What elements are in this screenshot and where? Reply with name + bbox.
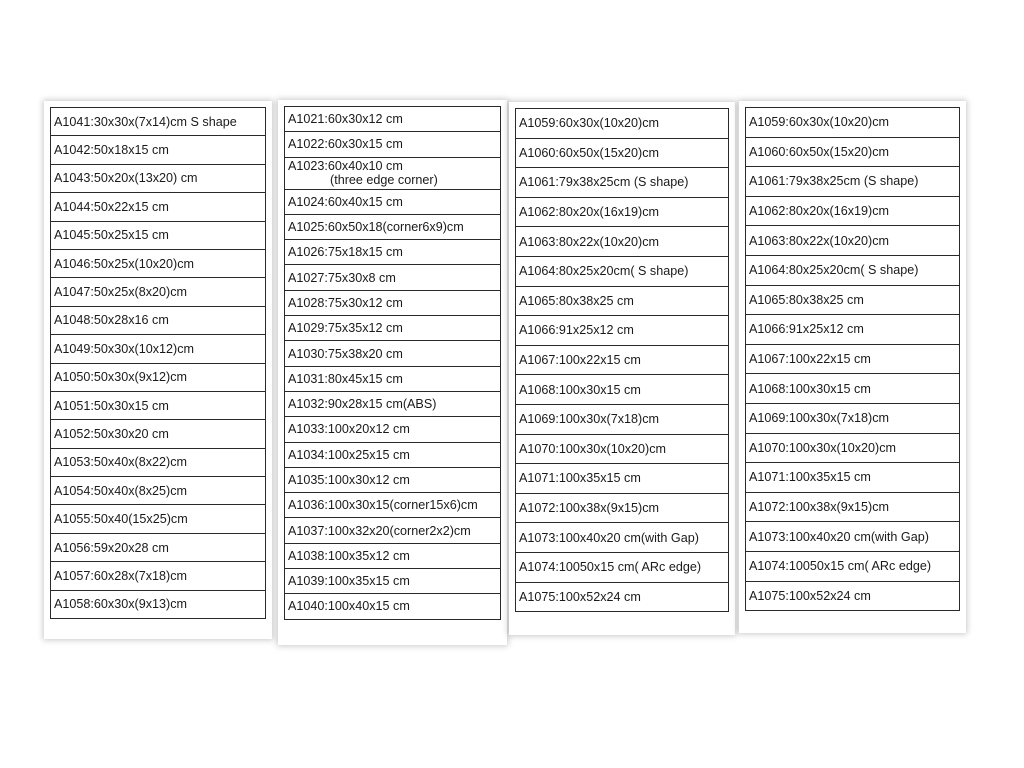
table-row xyxy=(746,137,960,167)
size-cell-text: A1067:100x22x15 cm xyxy=(519,353,641,368)
size-cell xyxy=(516,168,729,198)
table-row xyxy=(516,345,729,375)
table-row xyxy=(746,492,960,522)
size-cell-subline: (three edge corner) xyxy=(330,173,438,188)
table-row xyxy=(51,193,266,221)
size-cell xyxy=(516,523,729,553)
size-cell-text: A1023:60x40x10 cm xyxy=(288,159,403,174)
size-cell xyxy=(746,196,960,226)
size-cell-text: A1061:79x38x25cm (S shape) xyxy=(749,174,919,189)
size-cell-text: A1068:100x30x15 cm xyxy=(749,381,871,396)
table-row xyxy=(746,167,960,197)
size-cell xyxy=(746,226,960,256)
size-cell xyxy=(285,265,501,290)
size-cell xyxy=(746,315,960,345)
size-cell-text: A1073:100x40x20 cm(with Gap) xyxy=(519,530,699,545)
size-cell-text: A1065:80x38x25 cm xyxy=(749,292,864,307)
size-cell xyxy=(285,391,501,416)
table-row xyxy=(746,581,960,611)
size-cell xyxy=(51,335,266,363)
size-cell xyxy=(285,157,501,189)
size-cell-text: A1030:75x38x20 cm xyxy=(288,346,403,361)
table-row xyxy=(51,278,266,306)
size-cell-text: A1068:100x30x15 cm xyxy=(519,382,641,397)
size-cell-text: A1051:50x30x15 cm xyxy=(54,398,169,413)
table-row xyxy=(746,255,960,285)
size-cell xyxy=(746,581,960,611)
size-cell xyxy=(285,316,501,341)
size-cell-text: A1044:50x22x15 cm xyxy=(54,199,169,214)
table-row xyxy=(51,562,266,590)
table-row xyxy=(516,523,729,553)
size-cell-text: A1074:10050x15 cm( ARc edge) xyxy=(519,560,702,575)
table-row xyxy=(285,132,501,157)
size-cell-text: A1034:100x25x15 cm xyxy=(288,447,410,462)
table-row xyxy=(746,522,960,552)
table-row xyxy=(746,433,960,463)
table-row xyxy=(51,306,266,334)
size-cell xyxy=(516,227,729,257)
size-cell-text: A1021:60x30x12 cm xyxy=(288,112,403,127)
size-cell-text: A1043:50x20x(13x20) cm xyxy=(54,171,198,186)
size-cell-text: A1036:100x30x15(corner15x6)cm xyxy=(288,498,478,513)
size-cell xyxy=(746,137,960,167)
size-cell-text: A1050:50x30x(9x12)cm xyxy=(54,370,188,385)
table-row xyxy=(285,417,501,442)
size-cell xyxy=(746,374,960,404)
size-cell xyxy=(285,366,501,391)
size-table-3 xyxy=(515,108,729,612)
table-row xyxy=(285,467,501,492)
size-cell xyxy=(746,522,960,552)
size-cell-text: A1049:50x30x(10x12)cm xyxy=(54,341,195,356)
size-cell xyxy=(746,108,960,138)
table-row xyxy=(746,374,960,404)
table-row xyxy=(516,404,729,434)
table-row xyxy=(285,442,501,467)
table-row xyxy=(285,290,501,315)
size-cell-text: A1022:60x30x15 cm xyxy=(288,137,403,152)
size-cell-text: A1060:60x50x(15x20)cm xyxy=(749,144,890,159)
table-row xyxy=(285,265,501,290)
table-row xyxy=(746,226,960,256)
table-row xyxy=(516,286,729,316)
size-cell xyxy=(516,256,729,286)
size-cell xyxy=(285,290,501,315)
table-row xyxy=(51,108,266,136)
table-row xyxy=(516,464,729,494)
size-cell xyxy=(746,463,960,493)
size-cell xyxy=(285,214,501,239)
size-table-card-3 xyxy=(509,102,735,635)
size-table-3-body xyxy=(516,109,729,612)
size-cell xyxy=(51,363,266,391)
table-row xyxy=(51,448,266,476)
size-cell xyxy=(516,375,729,405)
size-cell-text: A1041:30x30x(7x14)cm S shape xyxy=(54,114,237,129)
table-row xyxy=(51,533,266,561)
size-cell-text: A1063:80x22x(10x20)cm xyxy=(749,233,890,248)
size-cell xyxy=(51,136,266,164)
size-cell xyxy=(285,594,501,619)
size-cell-text: A1052:50x30x20 cm xyxy=(54,426,169,441)
size-cell-text: A1025:60x50x18(corner6x9)cm xyxy=(288,220,464,235)
table-row xyxy=(516,256,729,286)
table-row xyxy=(516,168,729,198)
table-row xyxy=(285,594,501,619)
size-cell-text: A1031:80x45x15 cm xyxy=(288,371,403,386)
size-cell-text: A1027:75x30x8 cm xyxy=(288,270,396,285)
size-cell xyxy=(51,562,266,590)
table-row xyxy=(51,505,266,533)
size-cell-text: A1055:50x40(15x25)cm xyxy=(54,512,188,527)
size-cell-text: A1056:59x20x28 cm xyxy=(54,540,169,555)
size-cell xyxy=(285,132,501,157)
table-row xyxy=(285,493,501,518)
size-cell-text: A1072:100x38x(9x15)cm xyxy=(519,501,660,516)
size-cell xyxy=(51,249,266,277)
table-row xyxy=(516,434,729,464)
size-cell-text: A1045:50x25x15 cm xyxy=(54,228,169,243)
table-row xyxy=(746,285,960,315)
size-cell-text: A1075:100x52x24 cm xyxy=(749,588,871,603)
size-cell-text: A1060:60x50x(15x20)cm xyxy=(519,145,660,160)
table-row xyxy=(516,109,729,139)
size-cell-text: A1074:10050x15 cm( ARc edge) xyxy=(749,559,932,574)
size-cell xyxy=(285,240,501,265)
table-row xyxy=(746,108,960,138)
size-table-2 xyxy=(284,106,501,620)
table-row xyxy=(51,590,266,618)
size-cell xyxy=(285,569,501,594)
size-cell xyxy=(516,197,729,227)
size-cell-text: A1028:75x30x12 cm xyxy=(288,295,403,310)
size-cell-text: A1069:100x30x(7x18)cm xyxy=(749,411,890,426)
size-cell xyxy=(285,417,501,442)
size-cell xyxy=(285,518,501,543)
size-cell xyxy=(285,189,501,214)
size-cell xyxy=(516,316,729,346)
table-row xyxy=(516,316,729,346)
size-table-4-body xyxy=(746,108,960,611)
table-row xyxy=(51,363,266,391)
table-row xyxy=(285,240,501,265)
table-row xyxy=(285,107,501,132)
table-row xyxy=(516,552,729,582)
table-row xyxy=(285,518,501,543)
size-cell-text: A1033:100x20x12 cm xyxy=(288,422,410,437)
size-cell xyxy=(516,464,729,494)
size-cell xyxy=(746,255,960,285)
size-cell xyxy=(51,590,266,618)
table-row xyxy=(51,164,266,192)
size-cell xyxy=(746,403,960,433)
size-cell xyxy=(516,138,729,168)
size-cell-text: A1035:100x30x12 cm xyxy=(288,473,410,487)
size-cell xyxy=(51,306,266,334)
table-row xyxy=(51,136,266,164)
size-cell-text: A1053:50x40x(8x22)cm xyxy=(54,455,188,470)
size-cell xyxy=(516,404,729,434)
table-row xyxy=(285,341,501,366)
size-table-4 xyxy=(745,107,960,611)
size-cell-text: A1066:91x25x12 cm xyxy=(749,322,864,337)
size-cell xyxy=(51,193,266,221)
size-cell-text: A1061:79x38x25cm (S shape) xyxy=(519,175,689,190)
table-row xyxy=(285,569,501,594)
size-cell-text: A1071:100x35x15 cm xyxy=(519,471,641,486)
size-cell xyxy=(746,433,960,463)
size-cell-text: A1058:60x30x(9x13)cm xyxy=(54,597,188,612)
size-cell xyxy=(51,448,266,476)
size-cell-text: A1029:75x35x12 cm xyxy=(288,321,403,336)
table-row xyxy=(746,196,960,226)
table-row xyxy=(746,463,960,493)
size-cell-text: A1064:80x25x20cm( S shape) xyxy=(749,263,919,278)
size-cell-text: A1032:90x28x15 cm(ABS) xyxy=(288,397,437,412)
size-cell-text: A1057:60x28x(7x18)cm xyxy=(54,568,188,583)
size-cell xyxy=(285,543,501,568)
table-row xyxy=(285,157,501,189)
size-cell-text: A1066:91x25x12 cm xyxy=(519,323,634,338)
size-cell-text: A1040:100x40x15 cm xyxy=(288,599,410,614)
size-table-card-2 xyxy=(278,100,507,645)
size-cell xyxy=(285,341,501,366)
size-cell xyxy=(51,505,266,533)
size-table-2-body xyxy=(285,107,501,620)
size-cell-text: A1062:80x20x(16x19)cm xyxy=(749,204,890,219)
size-cell-text: A1069:100x30x(7x18)cm xyxy=(519,412,660,427)
size-cell xyxy=(516,345,729,375)
table-row xyxy=(285,316,501,341)
table-row xyxy=(51,249,266,277)
size-cell-text: A1072:100x38x(9x15)cm xyxy=(749,500,890,515)
size-cell xyxy=(746,285,960,315)
size-cell xyxy=(516,286,729,316)
size-cell-text: A1059:60x30x(10x20)cm xyxy=(519,116,660,131)
size-cell-text: A1065:80x38x25 cm xyxy=(519,293,634,308)
table-row xyxy=(516,227,729,257)
size-cell xyxy=(285,493,501,518)
table-row xyxy=(285,391,501,416)
size-cell-text: A1048:50x28x16 cm xyxy=(54,313,169,328)
size-cell xyxy=(516,434,729,464)
table-row xyxy=(516,375,729,405)
table-row xyxy=(51,391,266,419)
size-table-card-1 xyxy=(44,101,272,639)
table-row xyxy=(51,335,266,363)
table-row xyxy=(516,493,729,523)
size-cell-text: A1062:80x20x(16x19)cm xyxy=(519,205,660,220)
size-cell xyxy=(51,164,266,192)
size-cell-text: A1054:50x40x(8x25)cm xyxy=(54,483,188,498)
table-row xyxy=(51,420,266,448)
size-cell-text: A1071:100x35x15 cm xyxy=(749,470,871,485)
size-cell-text: A1063:80x22x(10x20)cm xyxy=(519,234,660,249)
size-cell-text: A1067:100x22x15 cm xyxy=(749,352,871,367)
size-cell xyxy=(516,552,729,582)
size-cell-text: A1038:100x35x12 cm xyxy=(288,548,410,563)
size-cell-text: A1024:60x40x15 cm xyxy=(288,194,403,209)
size-cell xyxy=(51,533,266,561)
size-table-1 xyxy=(50,107,266,619)
size-cell xyxy=(285,442,501,467)
size-cell xyxy=(51,278,266,306)
size-table-1-body xyxy=(51,108,266,619)
size-cell xyxy=(516,109,729,139)
size-cell-text: A1070:100x30x(10x20)cm xyxy=(519,441,667,456)
table-row xyxy=(51,477,266,505)
table-row xyxy=(516,197,729,227)
table-row xyxy=(746,551,960,581)
size-cell xyxy=(51,477,266,505)
size-cell-text: A1075:100x52x24 cm xyxy=(519,589,641,604)
size-cell xyxy=(746,344,960,374)
table-row xyxy=(516,138,729,168)
table-row xyxy=(285,214,501,239)
size-cell-text: A1073:100x40x20 cm(with Gap) xyxy=(749,529,929,544)
size-cell xyxy=(746,492,960,522)
size-cell-text: A1046:50x25x(10x20)cm xyxy=(54,256,195,271)
size-cell-text: A1064:80x25x20cm( S shape) xyxy=(519,264,689,279)
size-cell xyxy=(746,551,960,581)
size-cell xyxy=(51,420,266,448)
size-cell xyxy=(746,167,960,197)
table-row xyxy=(285,366,501,391)
size-table-card-4 xyxy=(739,101,966,633)
size-cell xyxy=(51,108,266,136)
table-row xyxy=(51,221,266,249)
size-cell xyxy=(516,493,729,523)
size-cell xyxy=(285,107,501,132)
table-row xyxy=(516,582,729,612)
size-cell-text: A1047:50x25x(8x20)cm xyxy=(54,285,188,300)
table-row xyxy=(285,543,501,568)
size-cell-text: A1042:50x18x15 cm xyxy=(54,143,169,158)
table-row xyxy=(746,344,960,374)
size-cell xyxy=(51,391,266,419)
size-cell-text: A1039:100x35x15 cm xyxy=(288,574,410,589)
size-cell xyxy=(516,582,729,612)
size-cell xyxy=(51,221,266,249)
table-row xyxy=(285,189,501,214)
size-cell-text: A1059:60x30x(10x20)cm xyxy=(749,115,890,130)
table-row xyxy=(746,315,960,345)
size-cell xyxy=(285,467,501,492)
table-row xyxy=(746,403,960,433)
size-cell-text: A1070:100x30x(10x20)cm xyxy=(749,440,897,455)
size-cell-text: A1026:75x18x15 cm xyxy=(288,245,403,260)
size-cell-text: A1037:100x32x20(corner2x2)cm xyxy=(288,523,471,538)
